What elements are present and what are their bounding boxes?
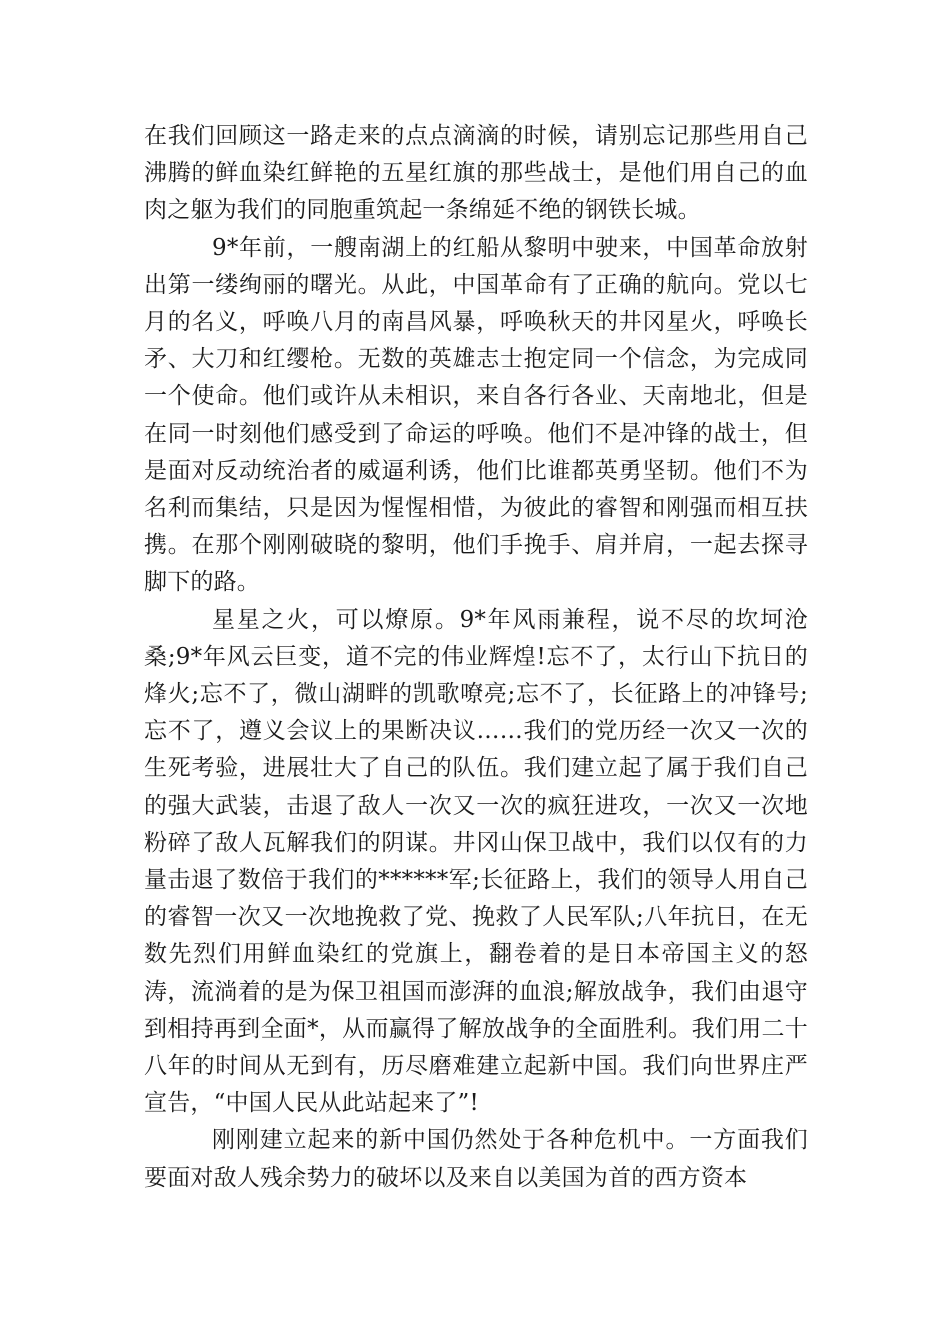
paragraph-2: 9*年前，一艘南湖上的红船从黎明中驶来，中国革命放射出第一缕绚丽的曙光。从此，中国革命有了正确的航向。党以七月的名义，呼唤八月的南昌风暴，呼唤秋天的井冈星火，呼唤长矛、大刀和红缨枪。无数的英雄志士抱定同一个信念，为完成同一个使命。他们或许从未相识，来自各行各业、天南地北，但是在同一时刻他们感受到了命运的呼唤。他们不是冲锋的战士，但是面对反动统治者的威逼利诱，他们比谁都英勇坚韧。他们不为名利而集结，只是因为惺惺相惜，为彼此的睿智和刚强而相互扶携。在那个刚刚破晓的黎明，他们手挽手、肩并肩，一起去探寻脚下的路。 xyxy=(144,234,808,596)
document-body xyxy=(144,118,808,1197)
paragraph-4: 刚刚建立起来的新中国仍然处于各种危机中。一方面我们要面对敌人残余势力的破坏以及来自以美国为首的西方资本 xyxy=(144,1127,808,1191)
paragraph-1: 在我们回顾这一路走来的点点滴滴的时候，请别忘记那些用自己沸腾的鲜血染红鲜艳的五星红旗的那些战士，是他们用自己的血肉之躯为我们的同胞重筑起一条绵延不绝的钢铁长城。 xyxy=(144,123,808,224)
paragraph-3: 星星之火，可以燎原。9*年风雨兼程，说不尽的坎坷沧桑;9*年风云巨变，道不完的伟业辉煌!忘不了，太行山下抗日的烽火;忘不了，微山湖畔的凯歌嘹亮;忘不了，长征路上的冲锋号;忘不了，遵义会议上的果断决议……我们的党历经一次又一次的生死考验，进展壮大了自己的队伍。我们建立起了属于我们自己的强大武装，击退了敌人一次又一次的疯狂进攻，一次又一次地粉碎了敌人瓦解我们的阴谋。井冈山保卫战中，我们以仅有的力量击退了数倍于我们的******军;长征路上，我们的领导人用自己的睿智一次又一次地挽救了党、挽救了人民军队;八年抗日，在无数先烈们用鲜血染红的党旗上，翻卷着的是日本帝国主义的怒涛，流淌着的是为保卫祖国而澎湃的血浪;解放战争，我们由退守到相持再到全面*，从而赢得了解放战争的全面胜利。我们用二十八年的时间从无到有，历尽磨难建立起新中国。我们向世界庄严宣告，“中国人民从此站起来了”! xyxy=(144,606,808,1117)
